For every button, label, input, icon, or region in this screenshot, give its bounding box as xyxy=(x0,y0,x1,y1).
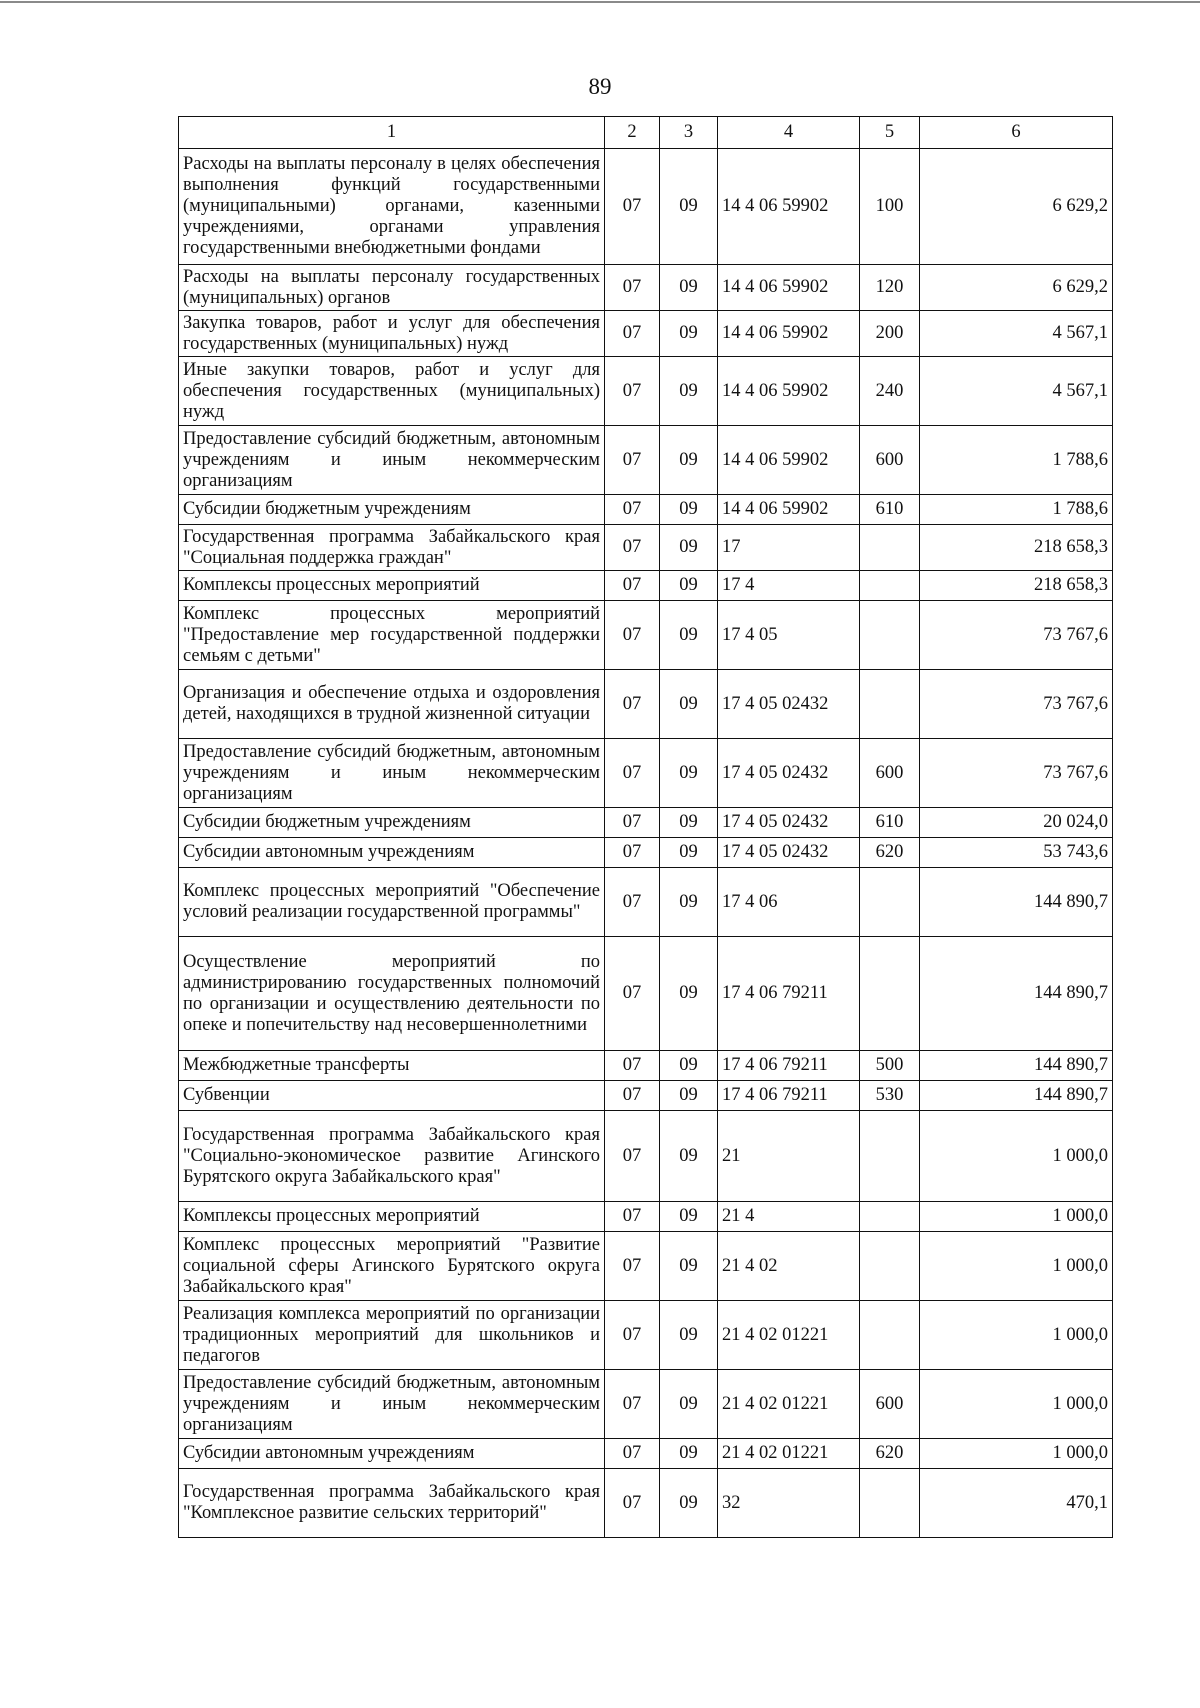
row-name: Субсидии автономным учреждениям xyxy=(179,1439,605,1469)
subsection-code: 09 xyxy=(660,525,718,571)
amount: 73 767,6 xyxy=(920,670,1113,739)
table-row xyxy=(179,495,1113,525)
amount: 20 024,0 xyxy=(920,808,1113,838)
section-code: 07 xyxy=(605,1301,660,1370)
subsection-code: 09 xyxy=(660,937,718,1051)
expense-type-code xyxy=(860,1202,920,1232)
row-name: Осуществление мероприятий по администрированию государственных полномочий по организации и осуществлению деятельности по опеке и попечительству над несовершеннолетними xyxy=(179,937,605,1051)
section-code: 07 xyxy=(605,1469,660,1538)
subsection-code: 09 xyxy=(660,670,718,739)
expense-type-code: 500 xyxy=(860,1051,920,1081)
subsection-code: 09 xyxy=(660,149,718,265)
section-code: 07 xyxy=(605,937,660,1051)
amount: 144 890,7 xyxy=(920,1081,1113,1111)
header-col-3: 3 xyxy=(660,117,718,149)
expense-type-code: 530 xyxy=(860,1081,920,1111)
subsection-code: 09 xyxy=(660,1232,718,1301)
expense-type-code: 240 xyxy=(860,357,920,426)
subsection-code: 09 xyxy=(660,357,718,426)
table-row xyxy=(179,1111,1113,1202)
target-article-code: 14 4 06 59902 xyxy=(718,311,860,357)
subsection-code: 09 xyxy=(660,1051,718,1081)
section-code: 07 xyxy=(605,1111,660,1202)
section-code: 07 xyxy=(605,1202,660,1232)
amount: 1 000,0 xyxy=(920,1232,1113,1301)
table-row xyxy=(179,1439,1113,1469)
header-row xyxy=(179,117,1113,149)
expense-type-code: 100 xyxy=(860,149,920,265)
table-row xyxy=(179,1232,1113,1301)
section-code: 07 xyxy=(605,838,660,868)
row-name: Закупка товаров, работ и услуг для обеспечения государственных (муниципальных) нужд xyxy=(179,311,605,357)
row-name: Субсидии бюджетным учреждениям xyxy=(179,495,605,525)
row-name: Предоставление субсидий бюджетным, автономным учреждениям и иным некоммерческим организациям xyxy=(179,426,605,495)
expense-type-code: 200 xyxy=(860,311,920,357)
subsection-code: 09 xyxy=(660,1301,718,1370)
table-row xyxy=(179,1469,1113,1538)
row-name: Реализация комплекса мероприятий по организации традиционных мероприятий для школьников и педагогов xyxy=(179,1301,605,1370)
row-name: Государственная программа Забайкальского края "Социально-экономическое развитие Агинского Бурятского округа Забайкальского края" xyxy=(179,1111,605,1202)
section-code: 07 xyxy=(605,265,660,311)
amount: 218 658,3 xyxy=(920,571,1113,601)
subsection-code: 09 xyxy=(660,1439,718,1469)
amount: 1 788,6 xyxy=(920,426,1113,495)
header-col-6: 6 xyxy=(920,117,1113,149)
amount: 73 767,6 xyxy=(920,739,1113,808)
table-row xyxy=(179,1081,1113,1111)
amount: 218 658,3 xyxy=(920,525,1113,571)
section-code: 07 xyxy=(605,1081,660,1111)
amount: 53 743,6 xyxy=(920,838,1113,868)
subsection-code: 09 xyxy=(660,265,718,311)
section-code: 07 xyxy=(605,426,660,495)
amount: 470,1 xyxy=(920,1469,1113,1538)
expense-type-code xyxy=(860,868,920,937)
section-code: 07 xyxy=(605,601,660,670)
budget-table xyxy=(178,116,1113,1538)
table-row xyxy=(179,1051,1113,1081)
subsection-code: 09 xyxy=(660,868,718,937)
target-article-code: 17 4 05 02432 xyxy=(718,808,860,838)
subsection-code: 09 xyxy=(660,1202,718,1232)
subsection-code: 09 xyxy=(660,808,718,838)
top-border-line xyxy=(0,1,1200,3)
row-name: Иные закупки товаров, работ и услуг для обеспечения государственных (муниципальных) нужд xyxy=(179,357,605,426)
subsection-code: 09 xyxy=(660,426,718,495)
row-name: Комплекс процессных мероприятий "Предоставление мер государственной поддержки семьям с детьми" xyxy=(179,601,605,670)
target-article-code: 17 4 06 79211 xyxy=(718,1081,860,1111)
amount: 1 000,0 xyxy=(920,1111,1113,1202)
expense-type-code: 610 xyxy=(860,808,920,838)
section-code: 07 xyxy=(605,571,660,601)
table-row xyxy=(179,265,1113,311)
target-article-code: 17 xyxy=(718,525,860,571)
subsection-code: 09 xyxy=(660,1469,718,1538)
amount: 144 890,7 xyxy=(920,1051,1113,1081)
row-name: Субвенции xyxy=(179,1081,605,1111)
target-article-code: 17 4 06 79211 xyxy=(718,1051,860,1081)
row-name: Расходы на выплаты персоналу государственных (муниципальных) органов xyxy=(179,265,605,311)
amount: 4 567,1 xyxy=(920,311,1113,357)
row-name: Государственная программа Забайкальского края "Комплексное развитие сельских территорий" xyxy=(179,1469,605,1538)
amount: 6 629,2 xyxy=(920,265,1113,311)
subsection-code: 09 xyxy=(660,838,718,868)
row-name: Субсидии автономным учреждениям xyxy=(179,838,605,868)
subsection-code: 09 xyxy=(660,495,718,525)
section-code: 07 xyxy=(605,311,660,357)
expense-type-code xyxy=(860,601,920,670)
header-col-1: 1 xyxy=(179,117,605,149)
target-article-code: 17 4 05 02432 xyxy=(718,739,860,808)
section-code: 07 xyxy=(605,868,660,937)
table-row xyxy=(179,601,1113,670)
target-article-code: 21 4 02 01221 xyxy=(718,1370,860,1439)
row-name: Межбюджетные трансферты xyxy=(179,1051,605,1081)
target-article-code: 14 4 06 59902 xyxy=(718,426,860,495)
expense-type-code: 620 xyxy=(860,838,920,868)
amount: 6 629,2 xyxy=(920,149,1113,265)
section-code: 07 xyxy=(605,1051,660,1081)
amount: 1 000,0 xyxy=(920,1202,1113,1232)
amount: 1 000,0 xyxy=(920,1301,1113,1370)
table-row xyxy=(179,1202,1113,1232)
expense-type-code xyxy=(860,1111,920,1202)
table-row xyxy=(179,1370,1113,1439)
table-row xyxy=(179,149,1113,265)
table-row xyxy=(179,838,1113,868)
amount: 144 890,7 xyxy=(920,937,1113,1051)
row-name: Предоставление субсидий бюджетным, автономным учреждениям и иным некоммерческим организациям xyxy=(179,1370,605,1439)
subsection-code: 09 xyxy=(660,601,718,670)
section-code: 07 xyxy=(605,525,660,571)
subsection-code: 09 xyxy=(660,571,718,601)
expense-type-code xyxy=(860,670,920,739)
target-article-code: 21 4 xyxy=(718,1202,860,1232)
expense-type-code xyxy=(860,1469,920,1538)
subsection-code: 09 xyxy=(660,1111,718,1202)
amount: 1 000,0 xyxy=(920,1370,1113,1439)
target-article-code: 21 4 02 xyxy=(718,1232,860,1301)
expense-type-code xyxy=(860,937,920,1051)
target-article-code: 21 4 02 01221 xyxy=(718,1301,860,1370)
section-code: 07 xyxy=(605,495,660,525)
target-article-code: 21 xyxy=(718,1111,860,1202)
row-name: Расходы на выплаты персоналу в целях обеспечения выполнения функций государственными (муниципальными) органами, казенными учреждениями, органами управления государственными внебюджетными фондами xyxy=(179,149,605,265)
amount: 1 788,6 xyxy=(920,495,1113,525)
subsection-code: 09 xyxy=(660,311,718,357)
subsection-code: 09 xyxy=(660,1370,718,1439)
section-code: 07 xyxy=(605,1370,660,1439)
section-code: 07 xyxy=(605,1439,660,1469)
target-article-code: 17 4 05 02432 xyxy=(718,670,860,739)
section-code: 07 xyxy=(605,357,660,426)
section-code: 07 xyxy=(605,739,660,808)
page-number: 89 xyxy=(588,74,612,99)
amount: 73 767,6 xyxy=(920,601,1113,670)
header-col-5: 5 xyxy=(860,117,920,149)
target-article-code: 14 4 06 59902 xyxy=(718,149,860,265)
table-row xyxy=(179,739,1113,808)
target-article-code: 32 xyxy=(718,1469,860,1538)
subsection-code: 09 xyxy=(660,1081,718,1111)
table-row xyxy=(179,311,1113,357)
row-name: Комплекс процессных мероприятий "Развитие социальной сферы Агинского Бурятского округа Забайкальского края" xyxy=(179,1232,605,1301)
amount: 1 000,0 xyxy=(920,1439,1113,1469)
row-name: Государственная программа Забайкальского края "Социальная поддержка граждан" xyxy=(179,525,605,571)
expense-type-code xyxy=(860,1232,920,1301)
header-col-2: 2 xyxy=(605,117,660,149)
table-row xyxy=(179,868,1113,937)
expense-type-code: 600 xyxy=(860,739,920,808)
target-article-code: 14 4 06 59902 xyxy=(718,265,860,311)
target-article-code: 17 4 06 79211 xyxy=(718,937,860,1051)
expense-type-code: 600 xyxy=(860,1370,920,1439)
section-code: 07 xyxy=(605,808,660,838)
section-code: 07 xyxy=(605,149,660,265)
expense-type-code xyxy=(860,525,920,571)
target-article-code: 17 4 05 02432 xyxy=(718,838,860,868)
target-article-code: 21 4 02 01221 xyxy=(718,1439,860,1469)
target-article-code: 17 4 05 xyxy=(718,601,860,670)
table-row xyxy=(179,937,1113,1051)
target-article-code: 17 4 xyxy=(718,571,860,601)
section-code: 07 xyxy=(605,670,660,739)
table-row xyxy=(179,670,1113,739)
section-code: 07 xyxy=(605,1232,660,1301)
row-name: Комплексы процессных мероприятий xyxy=(179,1202,605,1232)
row-name: Предоставление субсидий бюджетным, автономным учреждениям и иным некоммерческим организациям xyxy=(179,739,605,808)
table-row xyxy=(179,1301,1113,1370)
expense-type-code: 610 xyxy=(860,495,920,525)
row-name: Субсидии бюджетным учреждениям xyxy=(179,808,605,838)
table-row xyxy=(179,357,1113,426)
subsection-code: 09 xyxy=(660,739,718,808)
expense-type-code: 600 xyxy=(860,426,920,495)
amount: 144 890,7 xyxy=(920,868,1113,937)
row-name: Комплексы процессных мероприятий xyxy=(179,571,605,601)
header-col-4: 4 xyxy=(718,117,860,149)
row-name: Комплекс процессных мероприятий "Обеспечение условий реализации государственной программы" xyxy=(179,868,605,937)
row-name: Организация и обеспечение отдыха и оздоровления детей, находящихся в трудной жизненной ситуации xyxy=(179,670,605,739)
table-row xyxy=(179,426,1113,495)
target-article-code: 14 4 06 59902 xyxy=(718,495,860,525)
expense-type-code: 120 xyxy=(860,265,920,311)
table-row xyxy=(179,571,1113,601)
target-article-code: 17 4 06 xyxy=(718,868,860,937)
expense-type-code xyxy=(860,571,920,601)
table-row xyxy=(179,808,1113,838)
target-article-code: 14 4 06 59902 xyxy=(718,357,860,426)
table-row xyxy=(179,525,1113,571)
expense-type-code: 620 xyxy=(860,1439,920,1469)
amount: 4 567,1 xyxy=(920,357,1113,426)
expense-type-code xyxy=(860,1301,920,1370)
